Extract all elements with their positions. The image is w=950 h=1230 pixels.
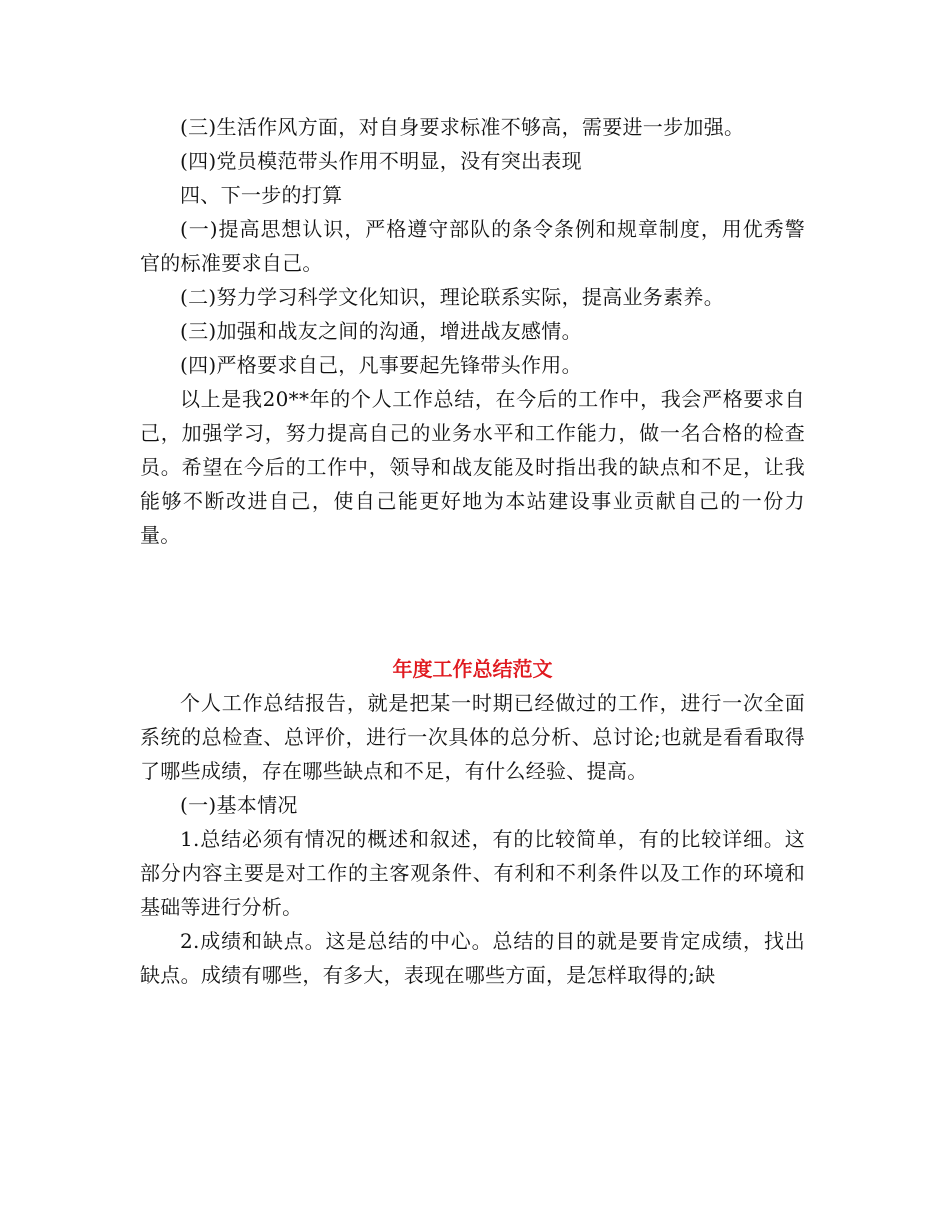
section-heading: 四、下一步的打算: [180, 183, 343, 207]
document-title: 年度工作总结范文: [392, 657, 553, 681]
paragraph: 1.总结必须有情况的概述和叙述，有的比较简单，有的比较详细。这部分内容主要是对工作的主客观条件、有利和不利条件以及工作的环境和基础等进行分析。: [140, 827, 805, 919]
paragraph: (四)党员模范带头作用不明显，没有突出表现: [180, 149, 582, 173]
paragraph: (四)严格要求自己，凡事要起先锋带头作用。: [180, 353, 582, 377]
paragraph: 个人工作总结报告，就是把某一时期已经做过的工作，进行一次全面系统的总检查、总评价，进行一次具体的总分析、总讨论;也就是看看取得了哪些成绩，存在哪些缺点和不足，有什么经验、提高。: [140, 691, 805, 783]
paragraph: (一)提高思想认识，严格遵守部队的条令条例和规章制度，用优秀警官的标准要求自己。: [140, 217, 805, 275]
paragraph: (三)加强和战友之间的沟通，增进战友感情。: [180, 319, 582, 343]
section-annual-summary: [140, 652, 805, 992]
paragraph: 以上是我20**年的个人工作总结，在今后的工作中，我会严格要求自己，加强学习，努力提高自己的业务水平和工作能力，做一名合格的检查员。希望在今后的工作中，领导和战友能及时指出我的缺点和不足，让我能够不断改进自己，使自己能更好地为本站建设事业贡献自己的一份力量。: [140, 387, 805, 547]
document-page: [140, 110, 805, 992]
paragraph: 2.成绩和缺点。这是总结的中心。总结的目的就是要肯定成绩，找出缺点。成绩有哪些，有多大，表现在哪些方面，是怎样取得的;缺: [140, 929, 805, 987]
section-heading: (一)基本情况: [180, 793, 298, 817]
section-previous-summary: [140, 110, 805, 552]
paragraph: (三)生活作风方面，对自身要求标准不够高，需要进一步加强。: [180, 115, 745, 139]
paragraph: (二)努力学习科学文化知识，理论联系实际，提高业务素养。: [180, 285, 725, 309]
